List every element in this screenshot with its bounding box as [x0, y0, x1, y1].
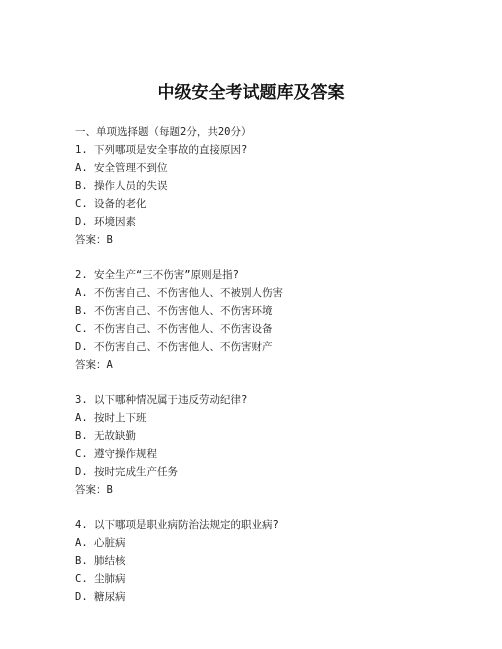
option-d: D. 糖尿病	[75, 591, 126, 603]
option-c: C. 尘肺病	[75, 573, 126, 585]
option-a: A. 心脏病	[75, 537, 126, 549]
option-a: A. 按时上下班	[75, 412, 147, 424]
answer-line: 答案：A	[75, 359, 113, 371]
question-stem: 3. 以下哪种情况属于违反劳动纪律?	[75, 394, 248, 406]
option-a: A. 安全管理不到位	[75, 162, 168, 174]
section-heading: 一、单项选择题（每题2分，共20分）	[75, 126, 252, 138]
document-body	[75, 123, 283, 606]
question-stem: 4. 以下哪项是职业病防治法规定的职业病?	[75, 519, 279, 531]
question-stem: 1. 下列哪项是安全事故的直接原因?	[75, 144, 248, 156]
answer-line: 答案：B	[75, 234, 113, 246]
option-b: B. 肺结核	[75, 555, 126, 567]
option-d: D. 按时完成生产任务	[75, 466, 178, 478]
option-c: C. 遵守操作规程	[75, 448, 157, 460]
question-4	[75, 516, 283, 606]
option-c: C. 不伤害自己、不伤害他人、不伤害设备	[75, 323, 273, 335]
option-d: D. 不伤害自己、不伤害他人、不伤害财产	[75, 341, 273, 353]
question-3	[75, 391, 283, 499]
option-b: B. 无故缺勤	[75, 430, 136, 442]
option-b: B. 不伤害自己、不伤害他人、不伤害环境	[75, 305, 273, 317]
option-d: D. 环境因素	[75, 216, 136, 228]
question-1	[75, 141, 283, 249]
option-b: B. 操作人员的失误	[75, 180, 168, 192]
document-title: 中级安全考试题库及答案	[157, 83, 345, 103]
answer-line: 答案：B	[75, 484, 113, 496]
option-a: A. 不伤害自己、不伤害他人、不被别人伤害	[75, 287, 283, 299]
option-c: C. 设备的老化	[75, 198, 147, 210]
question-2	[75, 266, 283, 374]
question-stem: 2. 安全生产“三不伤害”原则是指?	[75, 269, 239, 281]
